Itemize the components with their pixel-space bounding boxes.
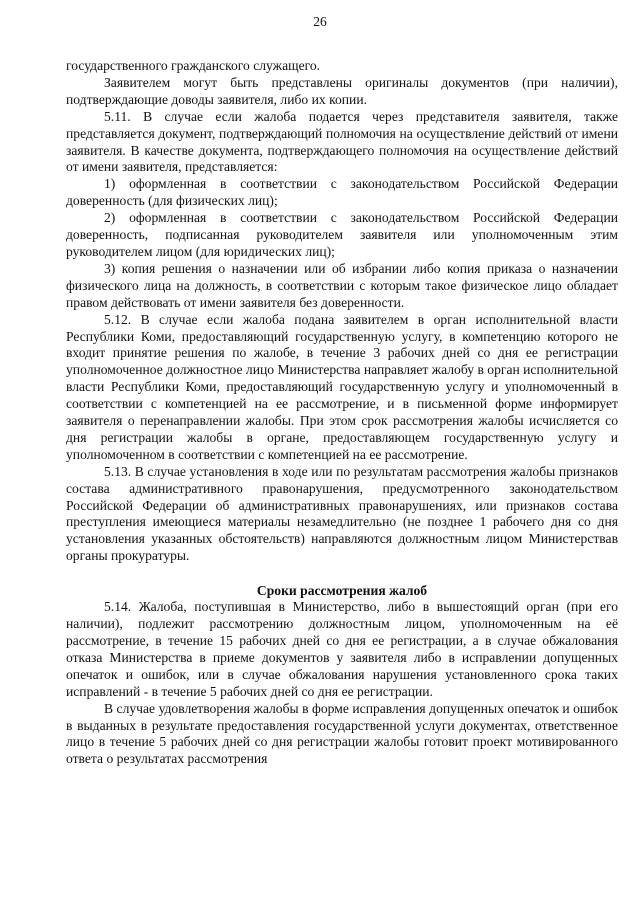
list-item-1: 1) оформленная в соответствии с законодательством Российской Федерации доверенность (для физических лиц);	[66, 176, 618, 209]
list-item-2: 2) оформленная в соответствии с законодательством Российской Федерации доверенность, подписанная руководителем заявителя или уполномоченным этим руководителем лицом (для юридических лиц);	[66, 210, 618, 259]
page-number: 26	[313, 14, 327, 29]
paragraph-satisfaction: В случае удовлетворения жалобы в форме исправления допущенных опечаток и ошибок в выданных в результате предоставления государственной услуги документах, ответственное лицо в течение 5 рабочих дней со дня регистрации жалобы готовит проект мотивированного ответа о результатах рассмотрения	[66, 700, 618, 767]
document-body	[66, 58, 618, 768]
paragraph-continuation: государственного гражданского служащего.	[66, 58, 321, 73]
paragraph-5-12: 5.12. В случае если жалоба подана заявителем в орган исполнительной власти Республики Коми, предоставляющий государственную услугу, в компетенцию которого не входит принятие решения по жалобе, в течение 3 рабочих дней со дня ее регистрации уполномоченное должностное лицо Министерства направляет жалобу в орган исполнительной власти Республики Коми, предоставляющий государственную услугу и уполномоченный в соответствии с компетенцией на ее рассмотрение, и в письменной форме информирует заявителя о перенаправлении жалобы. При этом срок рассмотрения жалобы исчисляется со дня регистрации жалобы в органе, предоставляющем государственную услугу и уполномоченном в соответствии с компетенцией на ее рассмотрение.	[66, 311, 618, 462]
paragraph-originals: Заявителем могут быть представлены оригиналы документов (при наличии), подтверждающие доводы заявителя, либо их копии.	[66, 74, 618, 107]
paragraph-5-13: 5.13. В случае установления в ходе или по результатам рассмотрения жалобы признаков состава административного правонарушения, предусмотренного законодательством Российской Федерации об административных правонарушениях, или признаков состава преступления имеющиеся материалы незамедлительно (не позднее 1 рабочего дня со дня установления указанных обстоятельств) направляются должностным лицом Министерствав органы прокуратуры.	[66, 463, 618, 564]
paragraph-5-11: 5.11. В случае если жалоба подается через представителя заявителя, также представляется документ, подтверждающий полномочия на осуществление действий от имени заявителя. В качестве документа, подтверждающего полномочия на осуществление действий от имени заявителя, представляется:	[66, 108, 618, 175]
section-heading: Сроки рассмотрения жалоб	[256, 583, 428, 599]
list-item-3: 3) копия решения о назначении или об избрании либо копия приказа о назначении физического лица на должность, в соответствии с которым такое физическое лицо обладает правом действовать от имени заявителя без доверенности.	[66, 260, 618, 310]
paragraph-5-14: 5.14. Жалоба, поступившая в Министерство, либо в вышестоящий орган (при его наличии), подлежит рассмотрению должностным лицом, уполномоченным на её рассмотрение, в течение 15 рабочих дней со дня ее регистрации, а в случае обжалования отказа Министерства в приеме документов у заявителя либо в исправлении допущенных опечаток и ошибок, или в случае обжалования нарушения установленного срока таких исправлений - в течение 5 рабочих дней со дня ее регистрации.	[66, 599, 618, 699]
